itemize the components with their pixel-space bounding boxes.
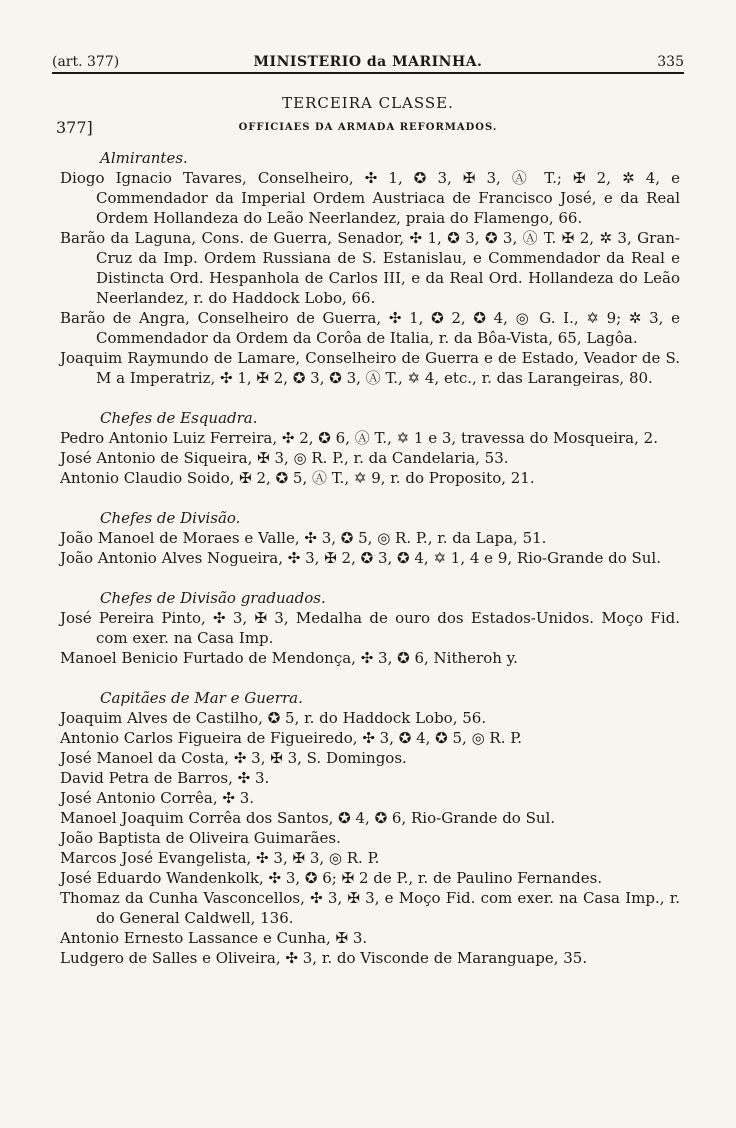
header-article-ref: (art. 377)	[52, 54, 120, 70]
running-header	[52, 54, 684, 74]
section-title: Capitães de Mar e Guerra.	[100, 689, 303, 707]
section-subtitle: OFFICIAES DA ARMADA REFORMADOS.	[238, 122, 498, 133]
list-entry: Barão da Laguna, Cons. de Guerra, Senador, ✣ 1, ✪ 3, ✪ 3, Ⓐ T. ✠ 2, ✲ 3, Gran-Cruz da Imp. Ordem Russiana de S. Estanislau, e Commendador da Real e Distincta Ord. Hespanhola de Carlos III, e da Real Ord. Hollandeza do Leão Neerlandez, r. do Haddock Lobo, 66.	[60, 229, 680, 307]
page-number: 335	[657, 54, 684, 70]
list-entry: Antonio Ernesto Lassance e Cunha, ✠ 3.	[60, 929, 368, 947]
section-title: Chefes de Divisão graduados.	[100, 589, 326, 607]
section-title: Chefes de Divisão.	[100, 509, 241, 527]
classe-title: TERCEIRA CLASSE.	[282, 94, 454, 112]
section-title: Chefes de Esquadra.	[100, 409, 258, 427]
list-entry: Barão de Angra, Conselheiro de Guerra, ✣ 1, ✪ 2, ✪ 4, ◎ G. I., ✡ 9; ✲ 3, e Commendador da Ordem da Corôa de Italia, r. da Bôa-Vista, 65, Lagôa.	[60, 309, 680, 347]
list-entry: José Pereira Pinto, ✣ 3, ✠ 3, Medalha de ouro dos Estados-Unidos. Moço Fid. com exer. na Casa Imp.	[60, 609, 680, 647]
list-entry: Thomaz da Cunha Vasconcellos, ✣ 3, ✠ 3, e Moço Fid. com exer. na Casa Imp., r. do General Caldwell, 136.	[60, 889, 680, 927]
list-entry: João Baptista de Oliveira Guimarães.	[60, 829, 341, 847]
list-entry: José Antonio Corrêa, ✣ 3.	[60, 789, 255, 807]
header-ministry-title: MINISTERIO da MARINHA.	[253, 54, 483, 70]
list-entry: Antonio Claudio Soido, ✠ 2, ✪ 5, Ⓐ T., ✡ 9, r. do Proposito, 21.	[60, 469, 535, 487]
list-entry: João Antonio Alves Nogueira, ✣ 3, ✠ 2, ✪ 3, ✪ 4, ✡ 1, 4 e 9, Rio-Grande do Sul.	[60, 549, 661, 567]
list-entry: David Petra de Barros, ✣ 3.	[60, 769, 270, 787]
list-entry: João Manoel de Moraes e Valle, ✣ 3, ✪ 5, ◎ R. P., r. da Lapa, 51.	[60, 529, 547, 547]
list-entry: Manoel Joaquim Corrêa dos Santos, ✪ 4, ✪ 6, Rio-Grande do Sul.	[60, 809, 556, 827]
list-entry: Joaquim Alves de Castilho, ✪ 5, r. do Haddock Lobo, 56.	[60, 709, 487, 727]
list-entry: Pedro Antonio Luiz Ferreira, ✣ 2, ✪ 6, Ⓐ T., ✡ 1 e 3, travessa do Mosqueira, 2.	[60, 429, 658, 447]
list-entry: Diogo Ignacio Tavares, Conselheiro, ✣ 1, ✪ 3, ✠ 3, Ⓐ T.; ✠ 2, ✲ 4, e Commendador da Imperial Ordem Austriaca de Francisco José, e da Real Ordem Hollandeza do Leão Neerlandez, praia do Flamengo, 66.	[60, 169, 680, 227]
header-rule	[52, 72, 684, 74]
list-entry: José Manoel da Costa, ✣ 3, ✠ 3, S. Domingos.	[60, 749, 407, 767]
list-entry: Manoel Benicio Furtado de Mendonça, ✣ 3, ✪ 6, Nitheroh y.	[60, 649, 518, 667]
list-entry: Joaquim Raymundo de Lamare, Conselheiro de Guerra e de Estado, Veador de S. M a Imperatriz, ✣ 1, ✠ 2, ✪ 3, ✪ 3, Ⓐ T., ✡ 4, etc., r. das Larangeiras, 80.	[60, 349, 680, 387]
list-entry: José Antonio de Siqueira, ✠ 3, ◎ R. P., r. da Candelaria, 53.	[60, 449, 509, 467]
list-entry: Antonio Carlos Figueira de Figueiredo, ✣ 3, ✪ 4, ✪ 5, ◎ R. P.	[60, 729, 523, 747]
section-number: 377]	[56, 118, 93, 137]
section-title: Almirantes.	[100, 149, 188, 167]
content-body	[60, 148, 680, 968]
list-entry: José Eduardo Wandenkolk, ✣ 3, ✪ 6; ✠ 2 de P., r. de Paulino Fernandes.	[60, 869, 603, 887]
list-entry: Marcos José Evangelista, ✣ 3, ✠ 3, ◎ R. P.	[60, 849, 380, 867]
list-entry: Ludgero de Salles e Oliveira, ✣ 3, r. do Visconde de Maranguape, 35.	[60, 949, 588, 967]
